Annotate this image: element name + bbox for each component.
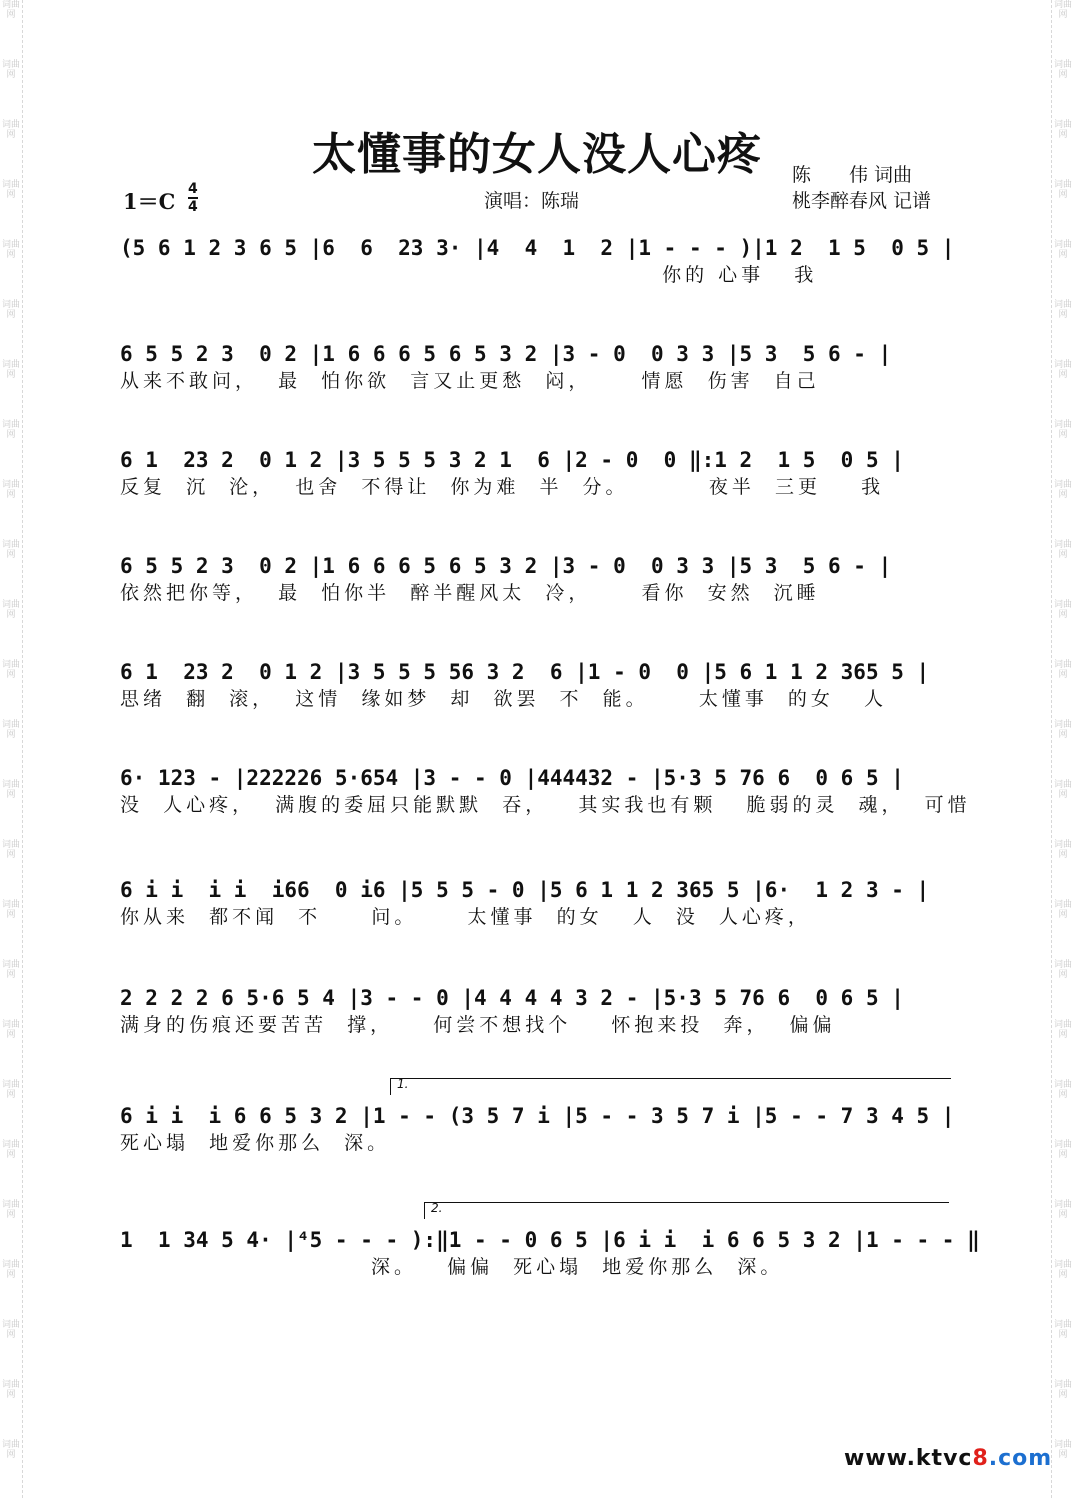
first-ending-bracket: 1.: [390, 1078, 951, 1095]
left-margin-watermark-strip: [0, 0, 23, 1498]
notation-line: 1 1 34 5 4· |⁴5 - - - ):‖1 - - 0 6 5 |6 i i i 6 6 5 3 2 |1 - - - ‖: [120, 1228, 980, 1252]
notation-line: (5 6 1 2 3 6 5 |6 6 23 3· |4 4 1 2 |1 - - - )|1 2 1 5 0 5 |: [120, 236, 955, 260]
margin-watermark: 词曲网: [2, 420, 21, 440]
margin-watermark: 词曲网: [1054, 60, 1073, 80]
margin-watermark: 词曲网: [1054, 720, 1073, 740]
notation-line: 6 i i i i i66 0 i6 |5 5 5 - 0 |5 6 1 1 2 365 5 |6· 1 2 3 - |: [120, 878, 930, 902]
footer-url-part1: www.ktvc: [844, 1446, 973, 1471]
notation-line: 6 i i i 6 6 5 3 2 |1 - - (3 5 7 i |5 - - 3 5 7 i |5 - - 7 3 4 5 |: [120, 1104, 955, 1128]
composer-credit: 陈 伟 词曲: [792, 164, 913, 186]
second-ending-bracket: 2.: [424, 1202, 949, 1219]
footer-url-part3: .com: [988, 1446, 1053, 1471]
site-footer-url: [844, 1446, 1052, 1471]
arranger-credit: 桃李醉春风 记谱: [792, 190, 932, 212]
margin-watermark: 词曲网: [2, 660, 21, 680]
margin-watermark: 词曲网: [1054, 1320, 1073, 1340]
margin-watermark: 词曲网: [1054, 180, 1073, 200]
notation-line: 6 5 5 2 3 0 2 |1 6 6 6 5 6 5 3 2 |3 - 0 0 3 3 |5 3 5 6 - |: [120, 554, 892, 578]
margin-watermark: 词曲网: [2, 480, 21, 500]
song-title: 太懂事的女人没人心疼: [312, 129, 762, 180]
margin-watermark: 词曲网: [2, 720, 21, 740]
margin-watermark: 词曲网: [2, 1140, 21, 1160]
margin-watermark: 词曲网: [1054, 1080, 1073, 1100]
margin-watermark: 词曲网: [2, 0, 21, 20]
margin-watermark: 词曲网: [2, 1200, 21, 1220]
margin-watermark: 词曲网: [2, 1320, 21, 1340]
notation-line: 6· 123 - |222226 5·654 |3 - - 0 |444432 - |5·3 5 76 6 0 6 5 |: [120, 766, 904, 790]
margin-watermark: 词曲网: [2, 120, 21, 140]
key-signature: 1＝C: [123, 189, 176, 214]
meter-bottom: 4: [188, 199, 198, 215]
lyrics-line: 反复 沉 沦， 也舍 不得让 你为难 半 分。 夜半 三更 我: [120, 476, 885, 498]
lyrics-line: 没 人心疼， 满腹的委屈只能默默 吞， 其实我也有颗 脆弱的灵 魂， 可惜: [120, 794, 971, 816]
margin-watermark: 词曲网: [1054, 120, 1073, 140]
margin-watermark: 词曲网: [2, 840, 21, 860]
time-signature: [188, 182, 198, 214]
lyrics-line: 你从来 都不闻 不 问。 太懂事 的女 人 没 人心疼，: [120, 906, 811, 928]
margin-watermark: 词曲网: [1054, 1140, 1073, 1160]
lyrics-line: 思绪 翻 滚， 这情 缘如梦 却 欲罢 不 能。 太懂事 的女 人: [120, 688, 888, 710]
margin-watermark: 词曲网: [2, 240, 21, 260]
lyrics-line: 死心塌 地爱你那么 深。: [120, 1132, 391, 1154]
margin-watermark: 词曲网: [1054, 0, 1073, 20]
margin-watermark: 词曲网: [2, 1260, 21, 1280]
margin-watermark: 词曲网: [1054, 420, 1073, 440]
margin-watermark: 词曲网: [1054, 480, 1073, 500]
margin-watermark: 词曲网: [2, 780, 21, 800]
margin-watermark: 词曲网: [2, 360, 21, 380]
margin-watermark: 词曲网: [1054, 540, 1073, 560]
margin-watermark: 词曲网: [1054, 240, 1073, 260]
margin-watermark: 词曲网: [1054, 1200, 1073, 1220]
meter-top: 4: [188, 181, 198, 197]
margin-watermark: 词曲网: [2, 300, 21, 320]
margin-watermark: 词曲网: [1054, 840, 1073, 860]
margin-watermark: 词曲网: [1054, 780, 1073, 800]
lyrics-line: 满身的伤痕还要苦苦 撑， 何尝不想找个 怀抱来投 奔， 偏偏: [120, 1014, 836, 1036]
margin-watermark: 词曲网: [1054, 900, 1073, 920]
margin-watermark: 词曲网: [2, 1080, 21, 1100]
margin-watermark: 词曲网: [2, 600, 21, 620]
margin-watermark: 词曲网: [2, 900, 21, 920]
margin-watermark: 词曲网: [1054, 600, 1073, 620]
notation-line: 6 1 23 2 0 1 2 |3 5 5 5 56 3 2 6 |1 - 0 0 |5 6 1 1 2 365 5 |: [120, 660, 930, 684]
lyrics-line: 你的 心事 我: [120, 264, 818, 286]
margin-watermark: 词曲网: [2, 1440, 21, 1460]
margin-watermark: 词曲网: [1054, 1440, 1073, 1460]
lyrics-line: 从来不敢问， 最 怕你欲 言又止更愁 闷， 情愿 伤害 自己: [120, 370, 820, 392]
margin-watermark: 词曲网: [1054, 360, 1073, 380]
margin-watermark: 词曲网: [2, 180, 21, 200]
margin-watermark: 词曲网: [2, 60, 21, 80]
singer-credit: 演唱：陈瑞: [484, 190, 580, 212]
notation-line: 6 1 23 2 0 1 2 |3 5 5 5 3 2 1 6 |2 - 0 0 ‖:1 2 1 5 0 5 |: [120, 448, 904, 472]
lyrics-line: 深。 偏偏 死心塌 地爱你那么 深。: [120, 1256, 784, 1278]
right-margin-watermark-strip: [1051, 0, 1074, 1498]
margin-watermark: 词曲网: [1054, 660, 1073, 680]
footer-url-part2: 8: [972, 1446, 989, 1471]
notation-line: 2 2 2 2 6 5·6 5 4 |3 - - 0 |4 4 4 4 3 2 - |5·3 5 76 6 0 6 5 |: [120, 986, 904, 1010]
notation-line: 6 5 5 2 3 0 2 |1 6 6 6 5 6 5 3 2 |3 - 0 0 3 3 |5 3 5 6 - |: [120, 342, 892, 366]
margin-watermark: 词曲网: [1054, 1260, 1073, 1280]
margin-watermark: 词曲网: [1054, 300, 1073, 320]
margin-watermark: 词曲网: [1054, 960, 1073, 980]
margin-watermark: 词曲网: [2, 1380, 21, 1400]
margin-watermark: 词曲网: [2, 1020, 21, 1040]
margin-watermark: 词曲网: [2, 960, 21, 980]
margin-watermark: 词曲网: [2, 540, 21, 560]
lyrics-line: 依然把你等， 最 怕你半 醉半醒风太 冷， 看你 安然 沉睡: [120, 582, 820, 604]
margin-watermark: 词曲网: [1054, 1020, 1073, 1040]
margin-watermark: 词曲网: [1054, 1380, 1073, 1400]
